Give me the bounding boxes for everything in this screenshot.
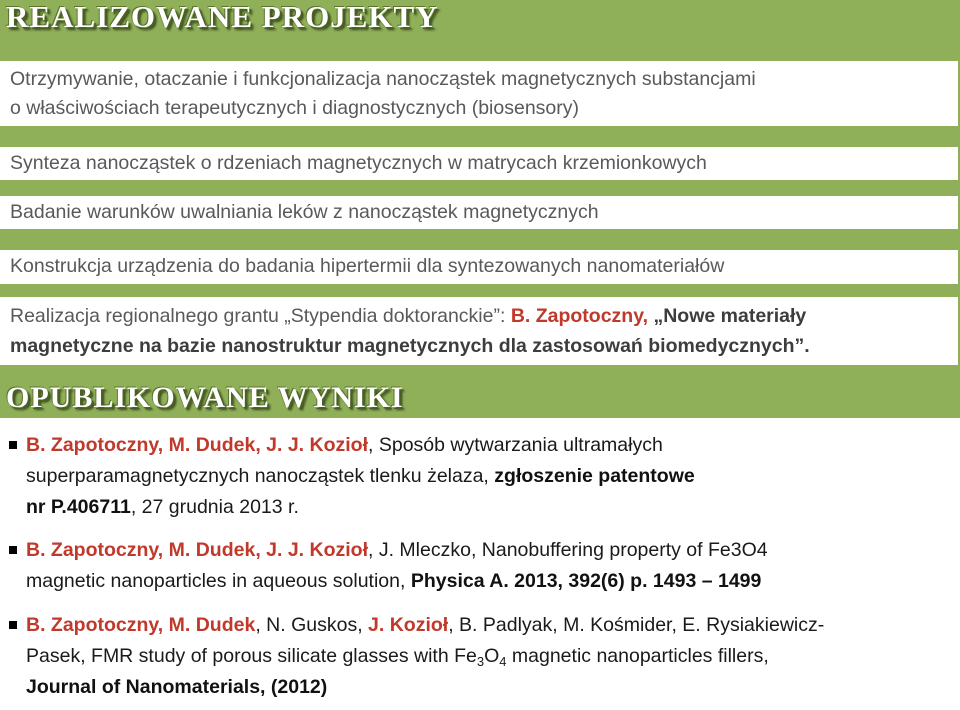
bullet-icon <box>9 621 17 629</box>
publication-item-3 <box>26 610 946 703</box>
project-4-text: Konstrukcja urządzenia do badania hipertermii dla syntezowanych nanomateriałów <box>10 255 725 277</box>
pub-1-date: , 27 grudnia 2013 r. <box>130 496 299 518</box>
projects-heading: REALIZOWANE PROJEKTY <box>6 0 439 34</box>
project-1-line-1: Otrzymywanie, otaczanie i funkcjonalizacja nanocząstek magnetycznych substancjami <box>10 68 756 90</box>
project-item-2 <box>0 147 958 180</box>
project-1-line-2: o właściwościach terapeutycznych i diagnostycznych (biosensory) <box>10 97 580 119</box>
pub-1-line-2-text: superparamagnetycznych nanocząstek tlenku żelaza, <box>26 465 495 487</box>
pub-2-line-2 <box>26 566 946 597</box>
project-item-4 <box>0 250 958 284</box>
publication-item-2 <box>26 535 946 597</box>
pub-3-line-1 <box>26 610 946 641</box>
project-5-author: B. Zapotoczny, <box>510 305 654 327</box>
project-item-5 <box>0 297 958 365</box>
pub-2-line-2-text: magnetic nanoparticles in aqueous solution, <box>26 570 411 592</box>
publications-list <box>0 418 960 710</box>
pub-3-o: O <box>484 645 500 667</box>
pub-3-sub-3: 3 <box>476 654 485 669</box>
pub-2-authors: B. Zapotoczny, M. Dudek, J. J. Kozioł <box>26 539 369 561</box>
project-item-3 <box>0 196 958 229</box>
pub-2-journal: Physica A. 2013, 392(6) p. 1493 – 1499 <box>410 570 762 592</box>
project-2-text: Synteza nanocząstek o rdzeniach magnetycznych w matrycach krzemionkowych <box>10 152 707 174</box>
project-3-text: Badanie warunków uwalniania leków z nanocząstek magnetycznych <box>10 201 599 223</box>
pub-3-line-2 <box>26 641 946 672</box>
pub-1-patent-nr: nr P.406711 <box>26 496 131 518</box>
pub-3-line-2-post: magnetic nanoparticles fillers, <box>506 645 769 667</box>
pub-3-line-2-pre: Pasek, FMR study of porous silicate glasses with Fe <box>26 645 477 667</box>
project-5-prefix: Realizacja regionalnego grantu „Stypendia doktoranckie”: <box>10 305 511 327</box>
pub-3-line-3 <box>26 672 946 703</box>
pub-2-line-1 <box>26 535 946 566</box>
publication-item-1 <box>26 430 946 523</box>
results-heading: OPUBLIKOWANE WYNIKI <box>6 381 404 414</box>
pub-1-authors: B. Zapotoczny, M. Dudek, J. J. Kozioł <box>26 434 369 456</box>
pub-1-line-1 <box>26 430 946 461</box>
bullet-icon <box>9 441 17 449</box>
pub-3-author-1: B. Zapotoczny, M. Dudek <box>26 614 256 636</box>
pub-3-author-2: , N. Guskos, <box>255 614 369 636</box>
project-5-title-1: „Nowe materiały <box>653 305 807 327</box>
pub-1-line-3 <box>26 492 946 523</box>
pub-1-text: , Sposób wytwarzania ultramałych <box>368 434 663 456</box>
bullet-icon <box>9 546 17 554</box>
pub-3-author-4: , B. Padlyak, M. Kośmider, E. Rysiakiewicz- <box>448 614 825 636</box>
project-item-1 <box>0 61 958 126</box>
pub-3-journal: Journal of Nanomaterials, (2012) <box>26 676 328 698</box>
project-5-title-2: magnetyczne na bazie nanostruktur magnetycznych dla zastosowań biomedycznych”. <box>10 335 810 357</box>
pub-1-patent: zgłoszenie patentowe <box>494 465 695 487</box>
pub-3-author-3: J. Kozioł <box>368 614 449 636</box>
pub-1-line-2 <box>26 461 946 492</box>
pub-2-text: , J. Mleczko, Nanobuffering property of Fe3O4 <box>368 539 768 561</box>
pub-3-sub-4: 4 <box>499 654 507 669</box>
project-5-line-1 <box>10 301 948 331</box>
